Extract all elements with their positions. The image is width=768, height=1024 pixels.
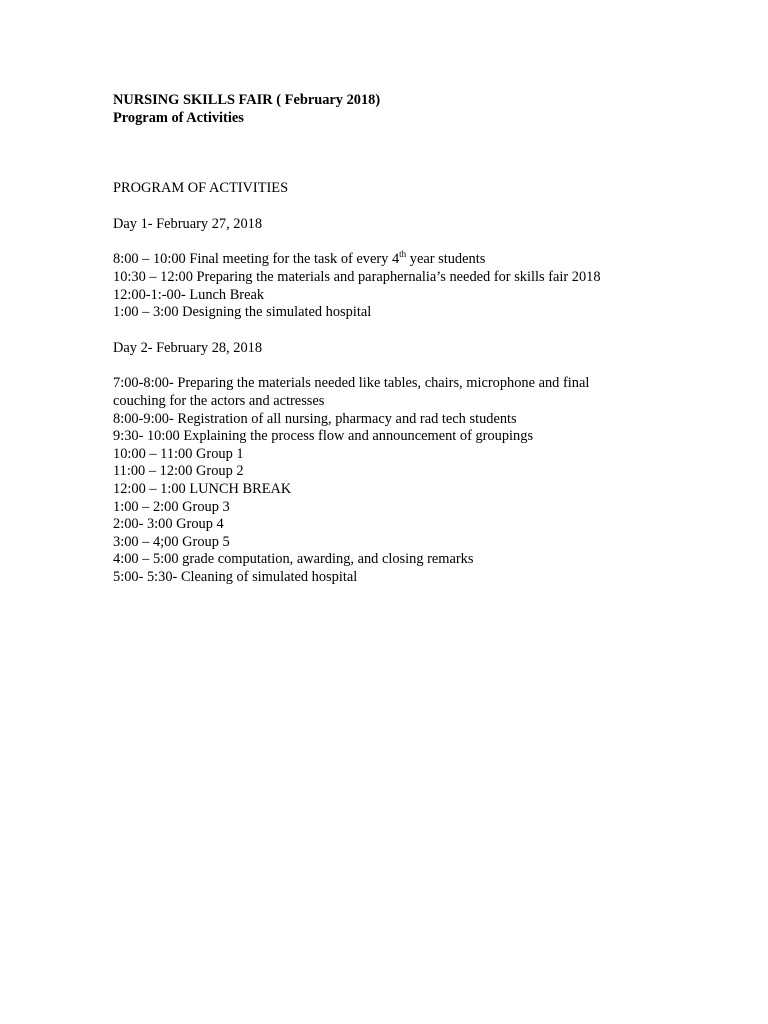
schedule-item: 2:00- 3:00 Group 4: [113, 516, 224, 533]
day2-schedule: [113, 375, 733, 586]
document-subtitle: Program of Activities: [113, 109, 244, 126]
schedule-item: 7:00-8:00- Preparing the materials needed like tables, chairs, microphone and final couching for the actors and actresses: [113, 375, 590, 409]
schedule-item: 12:00 – 1:00 LUNCH BREAK: [113, 480, 292, 497]
schedule-item: 3:00 – 4;00 Group 5: [113, 533, 230, 550]
section-heading: PROGRAM OF ACTIVITIES: [113, 180, 289, 197]
document-body: [113, 92, 733, 586]
schedule-item: 9:30- 10:00 Explaining the process flow and announcement of groupings: [113, 428, 534, 445]
schedule-item: 11:00 – 12:00 Group 2: [113, 463, 244, 480]
schedule-item: 1:00 – 2:00 Group 3: [113, 498, 230, 515]
schedule-item: 10:00 – 11:00 Group 1: [113, 445, 244, 462]
day1-schedule: [113, 248, 733, 321]
schedule-item: 8:00 – 10:00 Final meeting for the task of every 4th year students: [113, 248, 486, 268]
ordinal-suffix: th: [399, 248, 407, 259]
schedule-item: 12:00-1:-00- Lunch Break: [113, 286, 265, 303]
document-title: NURSING SKILLS FAIR ( February 2018): [113, 92, 381, 108]
day1-heading: Day 1- February 27, 2018: [113, 215, 263, 232]
schedule-item: 1:00 – 3:00 Designing the simulated hospital: [113, 304, 372, 321]
title-block: [113, 92, 733, 127]
day2-heading: Day 2- February 28, 2018: [113, 339, 263, 356]
schedule-item: 8:00-9:00- Registration of all nursing, pharmacy and rad tech students: [113, 410, 517, 427]
schedule-item: 5:00- 5:30- Cleaning of simulated hospital: [113, 568, 358, 585]
schedule-item: 4:00 – 5:00 grade computation, awarding, and closing remarks: [113, 551, 474, 568]
schedule-item: 10:30 – 12:00 Preparing the materials and paraphernalia’s needed for skills fair 2018: [113, 268, 601, 285]
